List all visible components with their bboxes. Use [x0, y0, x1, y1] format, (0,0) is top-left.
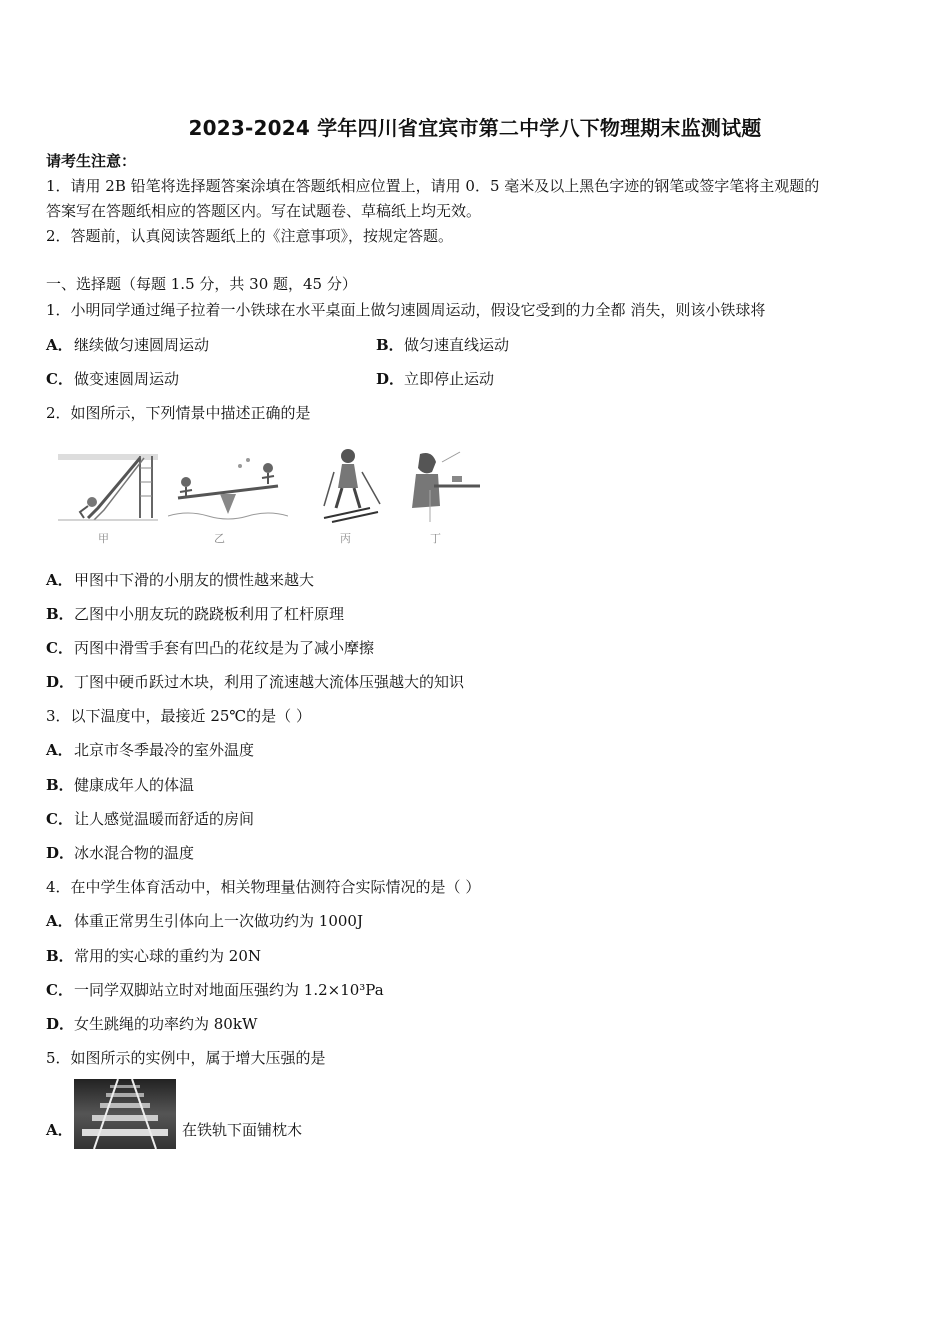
q3-option-d: [46, 843, 194, 863]
notice-heading: 请考生注意：: [46, 152, 137, 170]
q5-option-a-text: 在铁轨下面铺枕木: [182, 1121, 303, 1139]
figure-caption-bing: 丙: [340, 532, 351, 545]
q2-option-b: [46, 604, 344, 624]
question-1-stem: 1．小明同学通过绳子拉着一小铁球在水平桌面上做匀速圆周运动，假设它受到的力全都 消失，则该小铁球将: [46, 301, 766, 319]
option-text: 做变速圆周运动: [74, 370, 180, 388]
question-5-stem: 5．如图所示的实例中，属于增大压强的是: [46, 1049, 326, 1067]
notice-item-1-line-1: 1．请用 2B 铅笔将选择题答案涂填在答题纸相应位置上，请用 0．5 毫米及以上黑色字迹的钢笔或签字笔将主观题的: [46, 177, 820, 195]
q1-option-d: [376, 369, 494, 389]
option-text: 常用的实心球的重约为 20N: [74, 947, 261, 965]
q3-option-b: [46, 775, 194, 795]
option-letter: A．: [46, 912, 73, 930]
q4-option-b: [46, 946, 261, 966]
option-text: 一同学双脚站立时对地面压强约为 1.2×10³Pa: [74, 981, 384, 999]
page-title: 2023-2024 学年四川省宜宾市第二中学八下物理期末监测试题: [188, 116, 762, 140]
option-letter: B．: [46, 605, 74, 623]
q1-option-b: [376, 335, 509, 355]
seesaw-illustration: [168, 446, 288, 526]
option-letter: C．: [46, 981, 73, 999]
coin-blowing-illustration: [402, 446, 482, 526]
q3-option-c: [46, 809, 254, 829]
option-text: 体重正常男生引体向上一次做功约为 1000J: [74, 912, 363, 930]
option-text: 立即停止运动: [404, 370, 495, 388]
option-text: 丙图中滑雪手套有凹凸的花纹是为了减小摩擦: [74, 639, 375, 657]
option-letter: D．: [376, 370, 405, 388]
question-2-stem: 2．如图所示，下列情景中描述正确的是: [46, 404, 311, 422]
option-text: 甲图中下滑的小朋友的惯性越来越大: [74, 571, 315, 589]
option-text: 乙图中小朋友玩的跷跷板利用了杠杆原理: [74, 605, 345, 623]
q4-option-a: [46, 911, 363, 931]
option-letter: B．: [46, 776, 74, 794]
option-text: 继续做匀速圆周运动: [74, 336, 210, 354]
q4-option-d: [46, 1014, 257, 1034]
option-letter: B．: [376, 336, 404, 354]
option-text: 丁图中硬币跃过木块，利用了流速越大流体压强越大的知识: [74, 673, 465, 691]
q2-figure: [56, 446, 486, 546]
q5-option-a-letter: [46, 1120, 73, 1140]
figure-caption-ding: 丁: [430, 532, 441, 545]
figure-caption-jia: 甲: [98, 532, 109, 545]
option-letter: D．: [46, 673, 75, 691]
q1-option-c: [46, 369, 179, 389]
q3-option-a: [46, 740, 254, 760]
option-text: 北京市冬季最冷的室外温度: [74, 741, 255, 759]
skier-illustration: [318, 446, 388, 526]
option-text: 女生跳绳的功率约为 80kW: [74, 1015, 258, 1033]
notice-item-2: 2．答题前，认真阅读答题纸上的《注意事项》，按规定答题。: [46, 227, 454, 245]
railway-track-photo: [74, 1079, 176, 1149]
option-letter: D．: [46, 1015, 75, 1033]
q2-option-a: [46, 570, 314, 590]
notice-item-1-line-2: 答案写在答题纸相应的答题区内。写在试题卷、草稿纸上均无效。: [46, 202, 482, 220]
slide-illustration: [58, 446, 158, 526]
option-letter: B．: [46, 947, 74, 965]
option-letter: C．: [46, 810, 73, 828]
q2-option-c: [46, 638, 374, 658]
q1-option-a: [46, 335, 209, 355]
option-letter: C．: [46, 639, 73, 657]
q2-option-d: [46, 672, 464, 692]
q4-option-c: [46, 980, 384, 1000]
option-letter: A．: [46, 571, 73, 589]
option-text: 健康成年人的体温: [74, 776, 195, 794]
option-letter: A．: [46, 336, 73, 354]
option-letter: A．: [46, 1121, 73, 1139]
question-3-stem: 3．以下温度中，最接近 25℃的是（ ）: [46, 707, 311, 725]
option-letter: A．: [46, 741, 73, 759]
figure-caption-yi: 乙: [214, 532, 225, 545]
section-heading: 一、选择题（每题 1.5 分，共 30 题，45 分）: [46, 275, 357, 293]
option-text: 冰水混合物的温度: [74, 844, 195, 862]
question-4-stem: 4．在中学生体育活动中，相关物理量估测符合实际情况的是（ ）: [46, 878, 481, 896]
option-text: 让人感觉温暖而舒适的房间: [74, 810, 255, 828]
option-text: 做匀速直线运动: [404, 336, 510, 354]
option-letter: D．: [46, 844, 75, 862]
option-letter: C．: [46, 370, 73, 388]
